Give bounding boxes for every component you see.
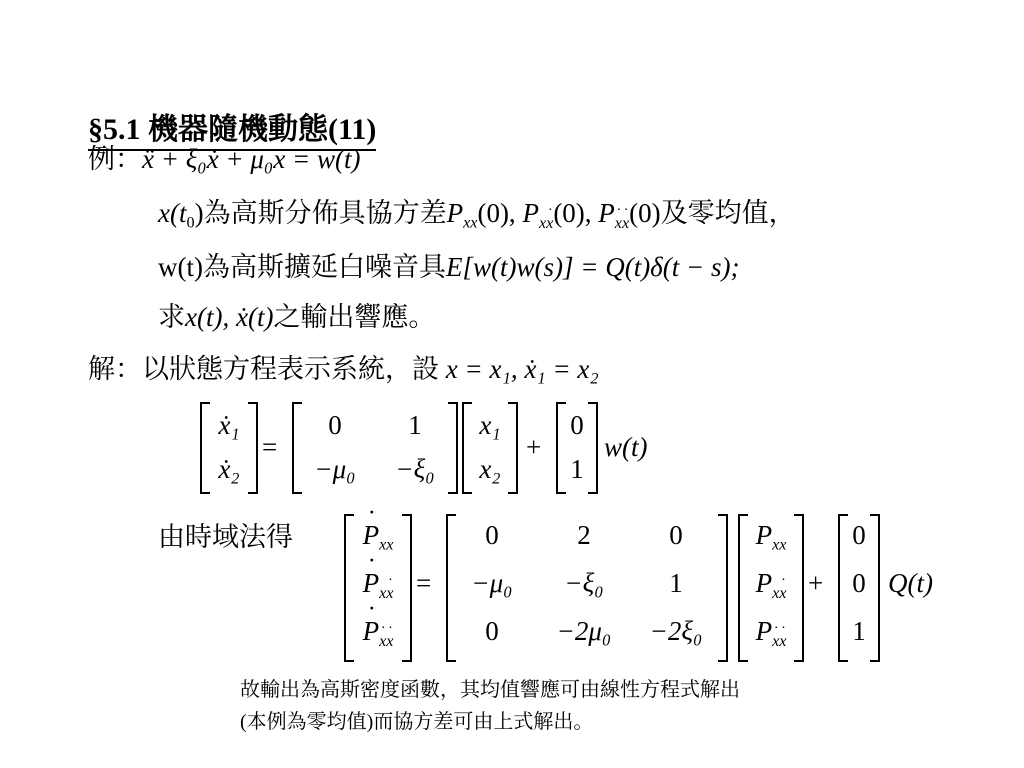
input-q: Q(t) — [888, 568, 933, 598]
solution-label: 解： — [88, 354, 142, 384]
correlation-equation: E[w(t)w(s)] = Q(t)δ(t − s); — [445, 252, 740, 282]
lhs-pxdxd-dot: ˙ P˙ $_{x˙ x}$ — [344, 614, 412, 658]
example-equation: ẍ + ξ₀ẋ + μ₀x = w(t) — [142, 144, 361, 174]
example-line — [88, 142, 361, 176]
page-title: §5.1 機器隨機動態(11) — [88, 112, 376, 151]
a11: 0 — [328, 410, 342, 440]
x2: x₂ — [479, 454, 501, 484]
p-arg-1: (0), — [477, 198, 523, 228]
output-variables: x(t), ẋ(t) — [185, 302, 274, 332]
b1: 0 — [570, 410, 584, 440]
x1: x₁ — [479, 410, 501, 440]
p-arg-2: (0), — [553, 198, 599, 228]
example-label: 例： — [88, 144, 142, 174]
zero-mean-text: (0)及零均值， — [629, 198, 796, 228]
solution-line — [88, 352, 599, 386]
c22: −ξ₀ — [564, 568, 604, 598]
lhs-x1dot: ẋ₁ — [218, 410, 240, 440]
c32: −2μ₀ — [556, 616, 612, 646]
x-t0-text: x(t — [158, 198, 187, 228]
note-line-2: (本例為零均值)而協方差可由上式解出。 — [240, 711, 594, 733]
c31: 0 — [485, 616, 499, 646]
state-assignment: x = x₁, ẋ₁ = x₂ — [445, 354, 599, 384]
time-domain-label: 由時域法得 — [158, 522, 293, 552]
c13: 0 — [669, 520, 683, 550]
condition-line-1: $x(t_0)$為高斯分佈具協方差$P_{xx}(0)$, $P_{x˙ x}(0)$, P˙ $_{x˙ x}$(0)及零均值， — [158, 196, 796, 240]
a21: −μ₀ — [314, 454, 356, 484]
condition-line-3 — [158, 300, 435, 334]
c12: 2 — [577, 520, 591, 550]
c23: 1 — [669, 568, 683, 598]
lhs-x2dot: ẋ₂ — [218, 454, 240, 484]
p-xxd: $P_{x˙ x}$ — [738, 566, 804, 610]
p-xx: $P_{xx}$ — [755, 520, 787, 554]
a12: 1 — [408, 410, 422, 440]
p-xdxd: P˙ $_{x˙ x}$ — [738, 614, 804, 658]
c11: 0 — [485, 520, 499, 550]
b2: 1 — [570, 454, 584, 484]
condition-line-2 — [158, 250, 739, 284]
lhs-pxx-dot: ˙ $P_{xx}$ — [344, 518, 412, 562]
lhs-pxxd-dot: ˙ $P_{x˙ x}$ — [344, 566, 412, 610]
input-w: w(t) — [604, 432, 648, 462]
gaussian-covariance-text: )為高斯分佈具協方差 — [194, 198, 447, 228]
output-response-text: 之輸出響應。 — [273, 302, 436, 332]
solution-text: 以狀態方程表示系統，設 — [142, 354, 439, 384]
note-line-1: 故輸出為高斯密度函數，其均值響應可由線性方程式解出 — [240, 679, 740, 701]
q1: 0 — [852, 520, 866, 550]
q2: 0 — [852, 568, 866, 598]
c21: −μ₀ — [471, 568, 513, 598]
c33: −2ξ₀ — [649, 616, 703, 646]
white-noise-text: w(t)為高斯擴延白噪音具 — [158, 252, 446, 282]
a22: −ξ₀ — [395, 454, 435, 484]
find-text: 求 — [158, 302, 185, 332]
q3: 1 — [852, 616, 866, 646]
